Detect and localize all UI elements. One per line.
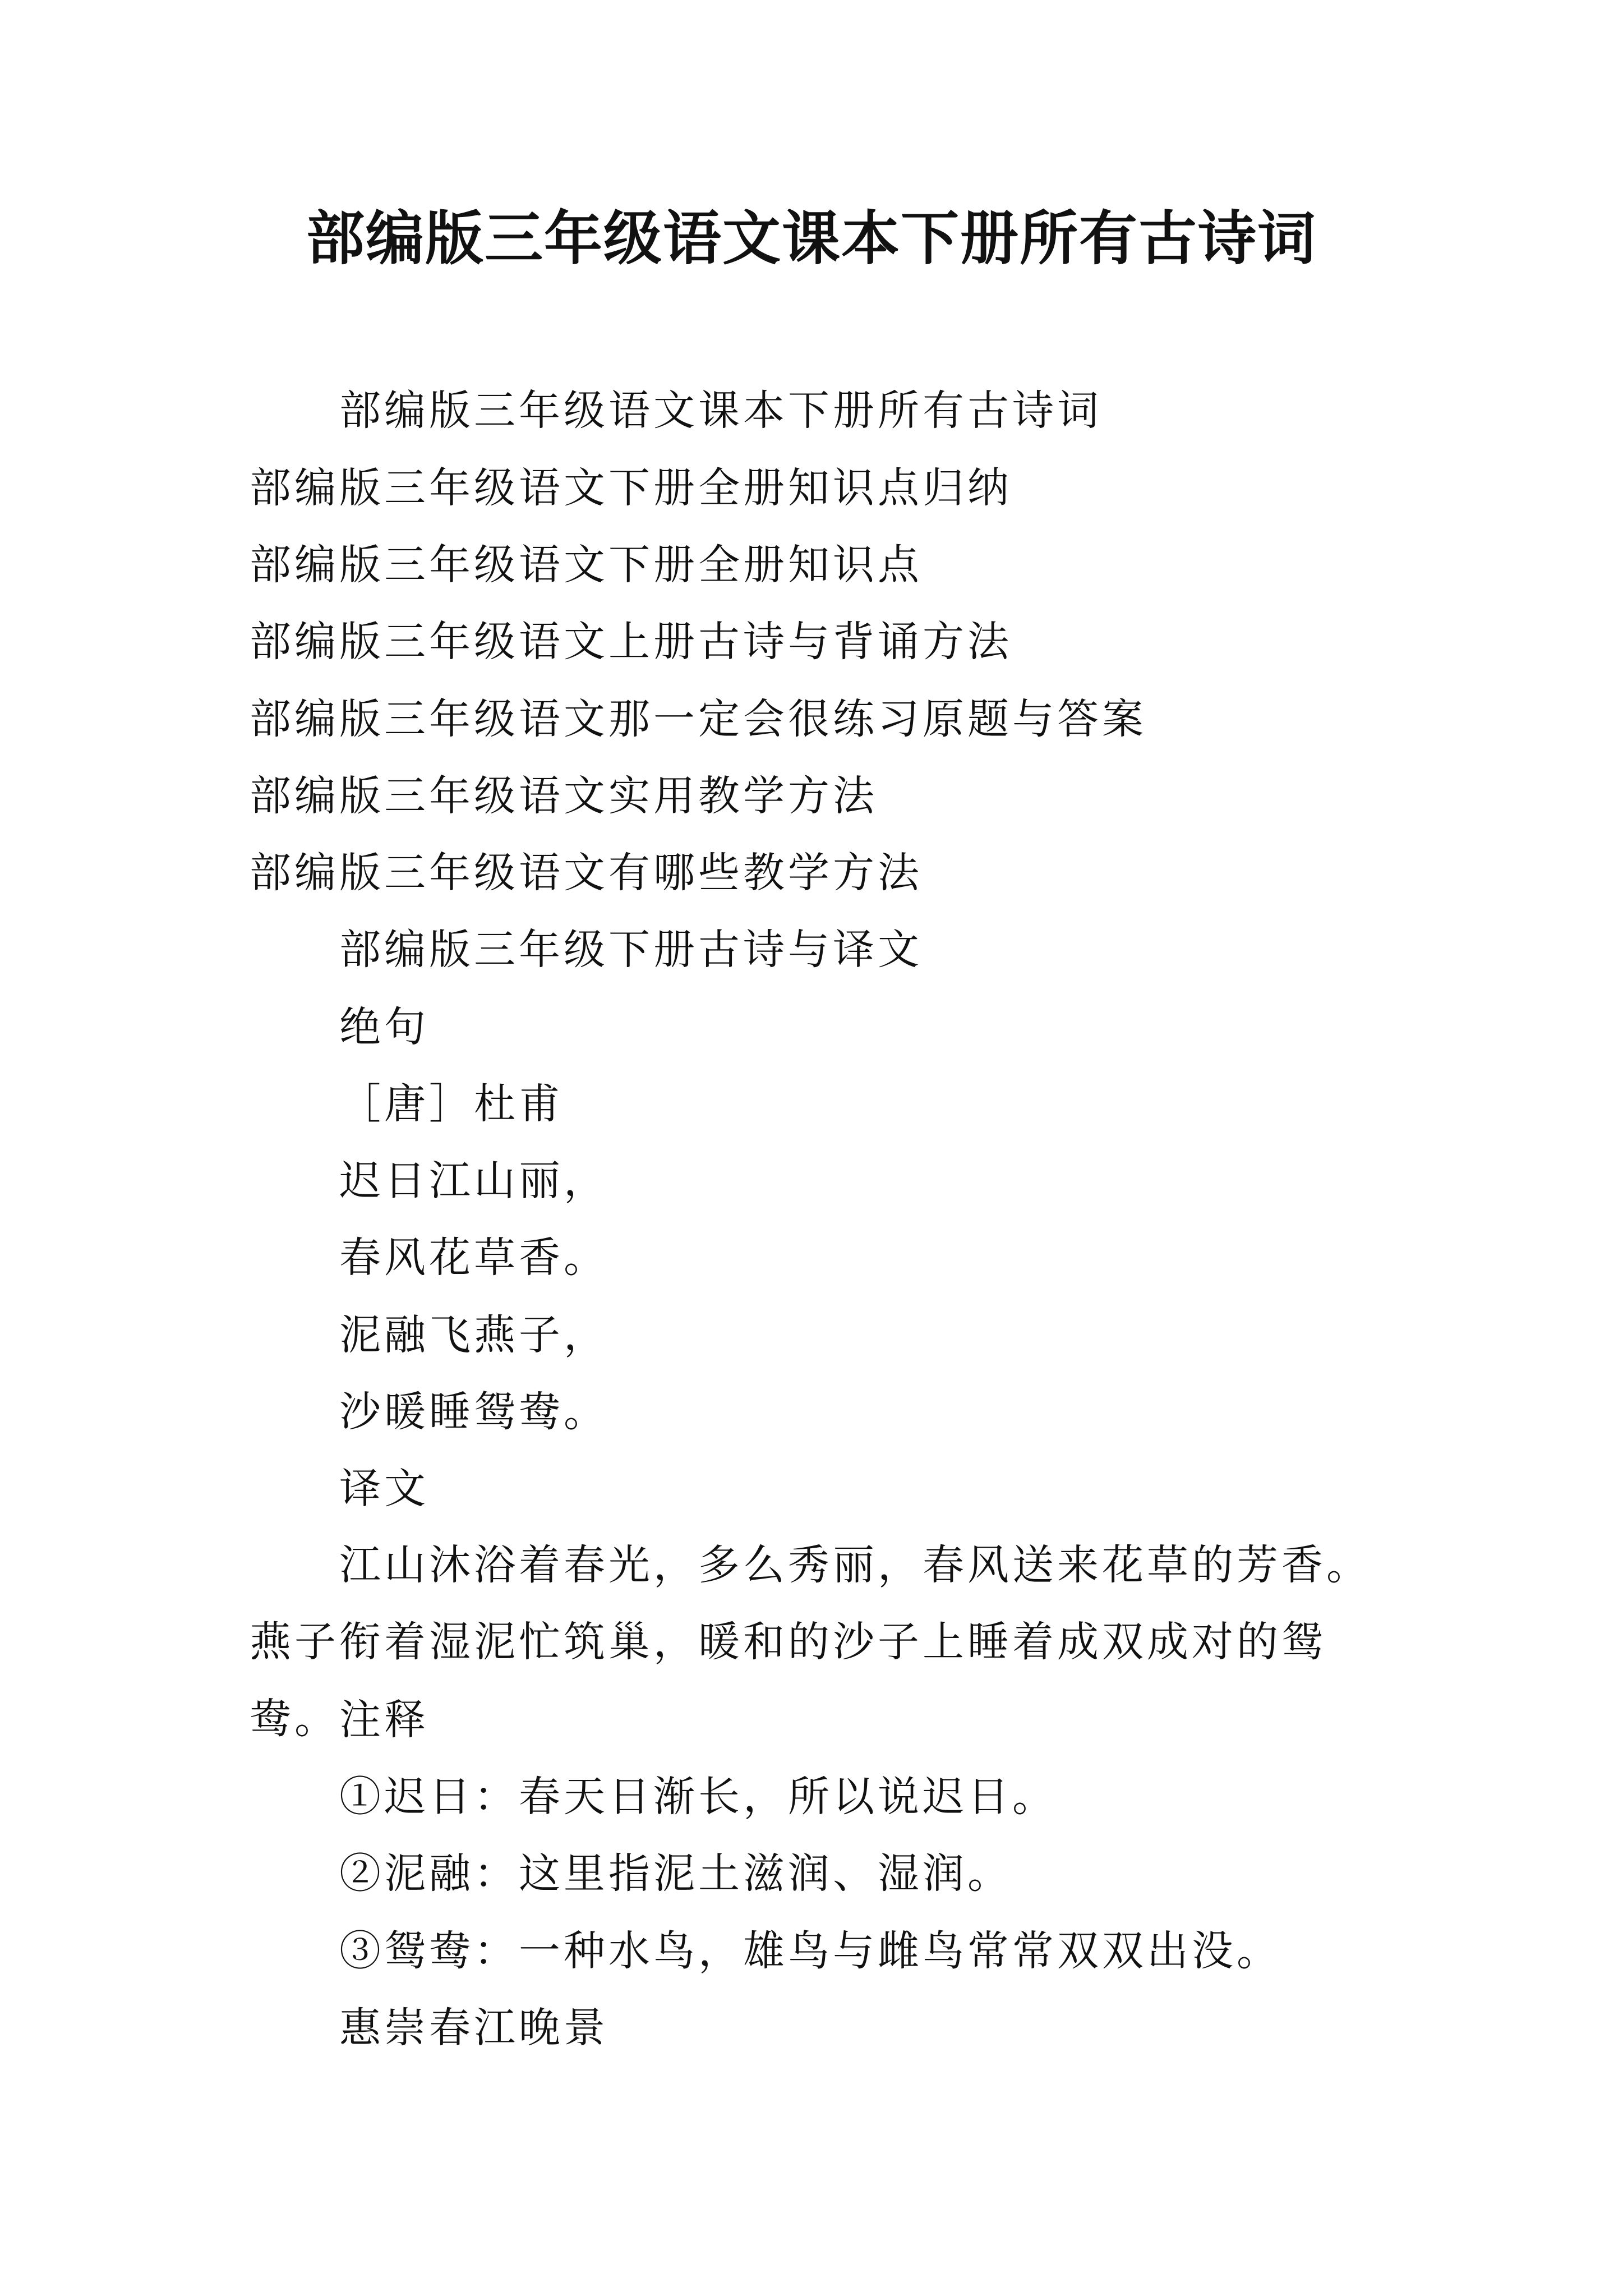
translation-paragraph: 江山沐浴着春光，多么秀丽，春风送来花草的芳香。燕子衔着湿泥忙筑巢，暖和的沙子上睡着成双成对的鸳鸯。 [250,1541,1371,1743]
contents-item-5: 部编版三年级语文那一定会很练习原题与答案 [250,695,1147,743]
poem-author: ［唐］杜甫 [339,1080,564,1128]
notes-heading: 注释 [339,1696,429,1744]
note-3: ③鸳鸯：一种水鸟，雄鸟与雌鸟常常双双出没。 [339,1927,1281,1975]
poem-line-1: 迟日江山丽， [339,1157,608,1205]
section-heading: 部编版三年级下册古诗与译文 [339,926,923,974]
translation-heading: 译文 [339,1465,429,1513]
note-2: ②泥融：这里指泥土滋润、湿润。 [339,1849,1012,1898]
poem-line-4: 沙暖睡鸳鸯。 [339,1388,608,1436]
contents-item-2: 部编版三年级语文下册全册知识点归纳 [250,464,1012,512]
contents-item-6: 部编版三年级语文实用教学方法 [250,772,878,820]
page-title: 部编版三年级语文课本下册所有古诗词 [306,204,1317,273]
poem-line-3: 泥融飞燕子， [339,1311,608,1359]
contents-item-7: 部编版三年级语文有哪些教学方法 [250,849,923,897]
contents-item-4: 部编版三年级语文上册古诗与背诵方法 [250,618,1012,666]
poem-line-2: 春风花草香。 [339,1234,608,1282]
note-1: ①迟日：春天日渐长，所以说迟日。 [339,1773,1057,1821]
contents-item-1: 部编版三年级语文课本下册所有古诗词 [339,386,1102,435]
next-poem-title: 惠崇春江晚景 [339,2004,608,2052]
poem-title: 绝句 [339,1003,429,1051]
contents-item-3: 部编版三年级语文下册全册知识点 [250,541,923,589]
